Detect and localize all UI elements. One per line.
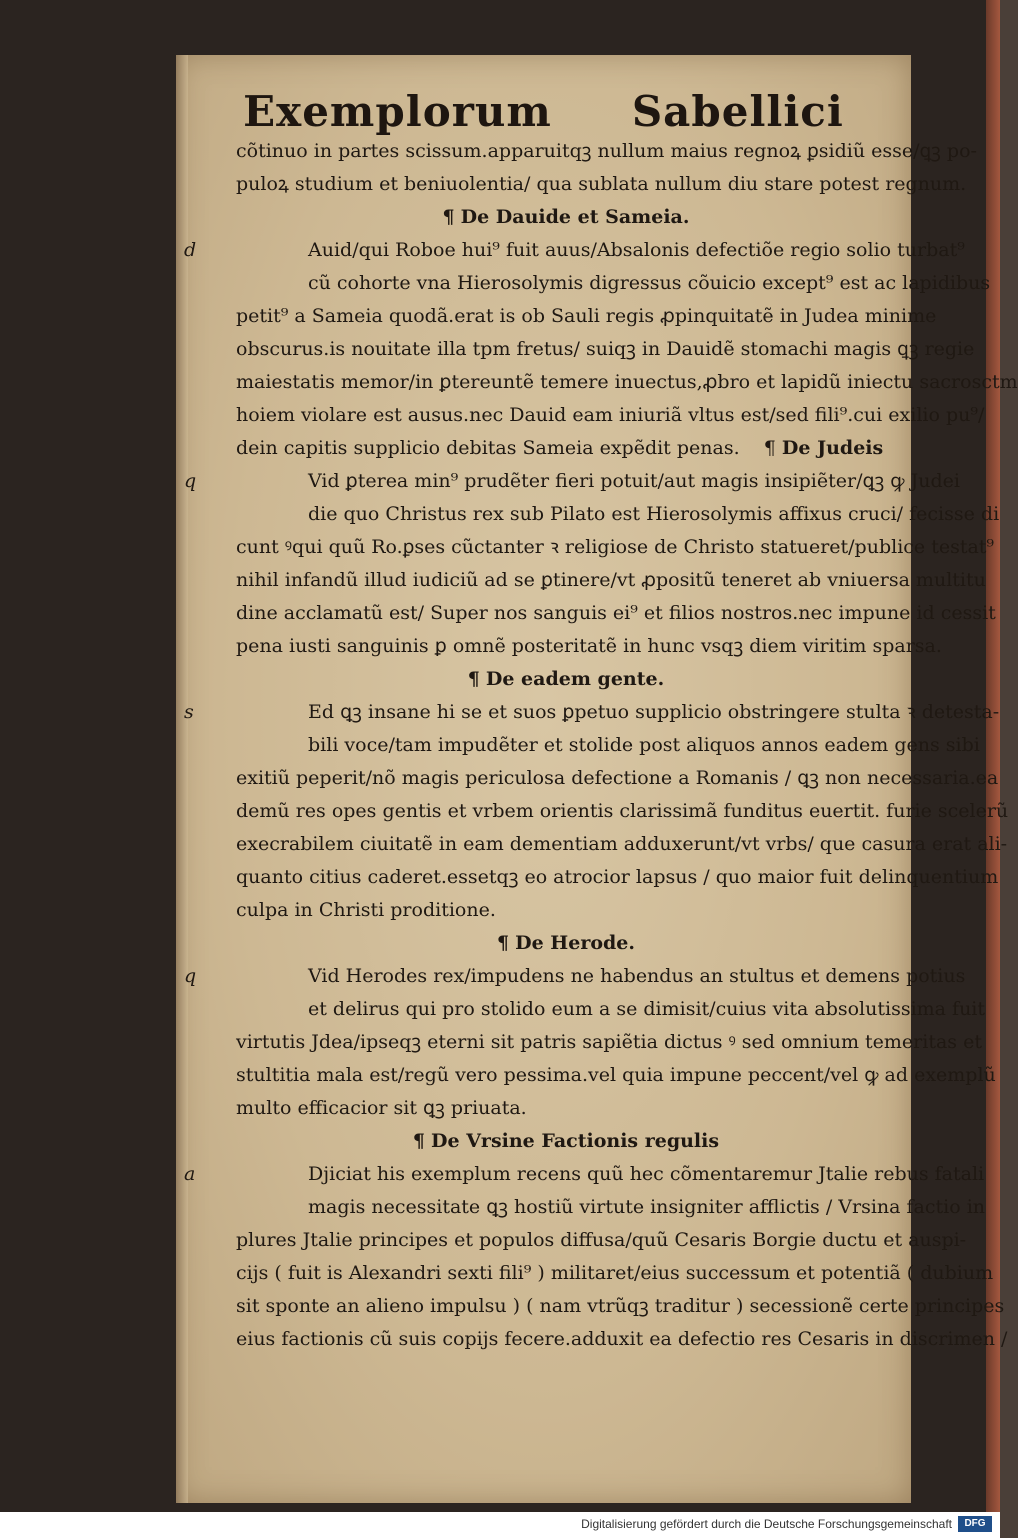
line-text: sit sponte an alieno impulsu ) ( nam vtrũqꝫ traditur ) secessionẽ certe principes: [236, 1295, 1005, 1317]
body-text: [184, 135, 1018, 1356]
guide-letter: s: [184, 701, 194, 723]
text-block: [236, 135, 977, 201]
section-title: [236, 927, 896, 960]
text-line: [236, 432, 896, 465]
section-title-text: De Vrsine Factionis regulis: [431, 1130, 720, 1152]
section-title-text: De Dauide et Sameia.: [460, 206, 690, 228]
line-text: Ed ꝗꝫ insane hi se et suos ꝑpetuo supplicio obstringere stulta ꝛ detesta-: [308, 701, 1000, 723]
running-head: [176, 87, 911, 136]
line-text: culpa in Christi proditione.: [236, 899, 496, 921]
text-line: [236, 465, 960, 498]
text-line: [236, 1323, 1008, 1356]
text-line: [236, 1191, 986, 1224]
line-text: dein capitis supplicio debitas Sameia expẽdit penas.: [236, 437, 740, 459]
line-text: stultitia mala est/regũ vero pessima.vel quia impune peccent/vel ꝙ ad exemplũ: [236, 1064, 996, 1086]
running-head-left: Exemplorum: [243, 87, 552, 136]
guide-letter: q: [184, 965, 197, 987]
text-line: [236, 531, 995, 564]
line-text: virtutis Jdea/ipseqꝫ eterni sit patris sapiẽtia dictus ꝰ sed omnium temeritas et: [236, 1031, 982, 1053]
paragraph: [184, 234, 1018, 465]
paragraph: [184, 696, 1009, 927]
text-line: [236, 399, 985, 432]
text-line: [236, 828, 1008, 861]
line-text: Vid Herodes rex/impudens ne habendus an stultus et demens potius: [308, 965, 966, 987]
text-line: [236, 267, 991, 300]
text-line: [236, 1026, 982, 1059]
footer-bar: [0, 1512, 1000, 1538]
page-gutter: [176, 55, 188, 1503]
line-text: obscurus.is nouitate illa tpm fretus/ suiqꝫ in Dauidẽ stomachi magis ꝗꝫ regie: [236, 338, 975, 360]
line-text: puloꝝ studium et beniuolentia/ qua sublata nullum diu stare potest regnum.: [236, 173, 967, 195]
text-line: [236, 762, 999, 795]
pilcrow-icon: ¶: [442, 206, 455, 228]
section-title-text: De Herode.: [515, 932, 635, 954]
line-text: cijs ( fuit is Alexandri sexti fili⁹ ) militaret/eius successum et potentiã ( dubium: [236, 1262, 994, 1284]
line-text: dine acclamatũ est/ Super nos sanguis ei⁹ et filios nostros.nec impune id cessit: [236, 602, 996, 624]
line-text: pena iusti sanguinis ꝑ omnẽ posteritatẽ in hunc vsqꝫ diem viritim sparsa.: [236, 635, 942, 657]
running-head-right: Sabellici: [631, 87, 844, 136]
dfg-logo: DFG: [958, 1516, 992, 1532]
line-text: demũ res opes gentis et vrbem orientis clarissimã funditus euertit. furie scelerũ: [236, 800, 1009, 822]
line-text: nihil infandũ illud iudiciũ ad se ꝑtinere/vt ꝓpositũ teneret ab vniuersa multitu: [236, 569, 986, 591]
line-text: quanto citius caderet.essetqꝫ eo atrocior lapsus / quo maior fuit delinquentium: [236, 866, 999, 888]
text-line: [236, 960, 966, 993]
line-text: Vid ꝑterea min⁹ prudẽter fieri potuit/aut magis insipiẽter/ꝗꝫ ꝙ Judei: [308, 470, 960, 492]
line-text: cũ cohorte vna Hierosolymis digressus cõuicio except⁹ est ac lapidibus: [308, 272, 991, 294]
line-text: petit⁹ a Sameia quodã.erat is ob Sauli regis ꝓpinquitatẽ in Judea minime: [236, 305, 937, 327]
text-line: [236, 597, 996, 630]
guide-letter: d: [184, 239, 197, 261]
line-text: Djiciat his exemplum recens quũ hec cõmentaremur Jtalie rebus fatali: [308, 1163, 985, 1185]
paragraph: [184, 465, 1000, 663]
text-line: [236, 168, 967, 201]
pilcrow-icon: ¶: [467, 668, 480, 690]
section-title: [236, 663, 896, 696]
book-page: [176, 55, 1018, 1503]
text-line: [236, 234, 965, 267]
text-line: [236, 1290, 1005, 1323]
text-line: [236, 993, 986, 1026]
text-line: [236, 894, 896, 927]
text-line: [236, 1059, 996, 1092]
line-text: maiestatis memor/in ꝑtereuntẽ temere inuectus,ꝓbro et lapidũ iniectu sacrosctm: [236, 371, 1018, 393]
line-text: et delirus qui pro stolido eum a se dimisit/cuius vita absolutissima fuit: [308, 998, 986, 1020]
text-line: [236, 861, 999, 894]
section-title: [236, 201, 896, 234]
guide-letter: a: [184, 1163, 196, 1185]
line-text: Auid/qui Roboe hui⁹ fuit auus/Absalonis defectiõe regio solio turbat⁹: [308, 239, 965, 261]
line-text: plures Jtalie principes et populos diffusa/quũ Cesaris Borgie ductu et auspi-: [236, 1229, 967, 1251]
pilcrow-icon: ¶: [497, 932, 510, 954]
footer-credit: Digitalisierung gefördert durch die Deutsche Forschungsgemeinschaft: [581, 1517, 952, 1531]
line-text: execrabilem ciuitatẽ in eam dementiam adduxerunt/vt vrbs/ que casura erat ali-: [236, 833, 1008, 855]
section-title-text: De Judeis: [781, 437, 884, 459]
text-line: [236, 498, 1000, 531]
line-text: cõtinuo in partes scissum.apparuitqꝫ nullum maius regnoꝝ ꝑsidiũ esse/ꝗꝫ po-: [236, 140, 977, 162]
pilcrow-icon: ¶: [739, 437, 782, 459]
text-line: [236, 1158, 985, 1191]
text-line: [236, 135, 977, 168]
text-line: [236, 333, 975, 366]
paragraph: [184, 1158, 1008, 1356]
line-text: exitiũ peperit/nõ magis periculosa defectione a Romanis / ꝗꝫ non necessaria.ea: [236, 767, 999, 789]
section-title-text: De eadem gente.: [485, 668, 665, 690]
line-text: magis necessitate ꝗꝫ hostiũ virtute insigniter afflictis / Vrsina factio in: [308, 1196, 986, 1218]
line-text: bili voce/tam impudẽter et stolide post aliquos annos eadem gens sibi: [308, 734, 980, 756]
text-line: [236, 1092, 896, 1125]
text-line: [236, 300, 937, 333]
guide-letter: q: [184, 470, 197, 492]
text-line: [236, 729, 980, 762]
text-line: [236, 1257, 994, 1290]
text-line: [236, 630, 942, 663]
line-text: die quo Christus rex sub Pilato est Hierosolymis affixus cruci/ fecisse di: [308, 503, 1000, 525]
book-spine: [986, 0, 1000, 1512]
text-line: [236, 795, 1009, 828]
text-line: [236, 564, 986, 597]
line-text: cunt ꝰqui quũ Ro.ꝑses cũctanter ꝛ religiose de Christo statueret/publice testat⁹: [236, 536, 995, 558]
paragraph: [184, 960, 996, 1125]
text-line: [236, 696, 1000, 729]
line-text: multo efficacior sit ꝗꝫ priuata.: [236, 1097, 527, 1119]
text-line: [236, 1224, 967, 1257]
text-line: [236, 366, 1018, 399]
line-text: eius factionis cũ suis copijs fecere.adduxit ea defectio res Cesaris in discrimen /: [236, 1328, 1008, 1350]
pilcrow-icon: ¶: [412, 1130, 426, 1152]
line-text: hoiem violare est ausus.nec Dauid eam iniuriã vltus est/sed fili⁹.cui exilio pu⁹/: [236, 404, 985, 426]
section-title: [236, 1125, 896, 1158]
